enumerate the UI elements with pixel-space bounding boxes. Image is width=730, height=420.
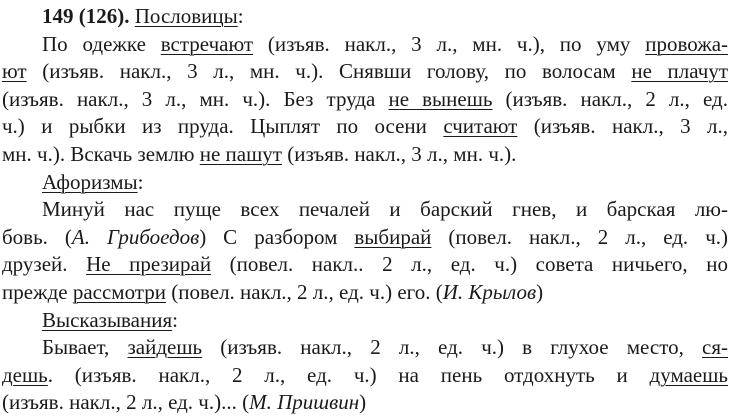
text-line (2, 251, 728, 279)
text-segment: (повел. накл., 2 л., ед. ч.) (431, 224, 728, 249)
author-name: М. Пришвин (249, 390, 360, 415)
text-segment: : (137, 169, 144, 194)
exercise-number: 149 (126). (42, 4, 135, 28)
text-segment: мн. ч.). Вскачь землю (2, 141, 200, 166)
underlined-word: дешь (2, 362, 48, 387)
text-line (2, 31, 728, 59)
text-line (2, 389, 728, 417)
underlined-word: не пашут (199, 141, 282, 166)
text-line (2, 141, 728, 169)
underlined-word: Высказывания (42, 307, 173, 332)
text-segment: (изъяв. накл., 3 л., мн. ч.), по уму (253, 31, 646, 56)
text-segment: . (изъяв. накл., 2 л., ед. ч.) на пень отдохнуть и (47, 362, 650, 387)
underlined-word: выбирай (354, 224, 432, 249)
author-name: И. Крылов (442, 279, 537, 304)
text-line (2, 307, 728, 335)
exercise-text (2, 3, 728, 417)
underlined-word: Не презирай (86, 252, 212, 277)
underlined-word: не плачут (631, 59, 728, 84)
underlined-word: провожа- (645, 31, 729, 56)
text-segment: (изъяв. накл., 2 л., ед. (492, 86, 728, 111)
underlined-word: ся- (702, 335, 729, 360)
text-segment: (повел. накл., 2 л., ед. ч.) его. ( (165, 279, 443, 304)
underlined-word: думаешь (649, 362, 728, 387)
underlined-word: считают (443, 114, 518, 139)
text-line (2, 58, 728, 86)
underlined-word: не вынешь (388, 86, 493, 111)
text-line (2, 196, 728, 224)
underlined-word: зайдешь (127, 335, 203, 360)
text-line (2, 224, 728, 252)
underlined-word: ют (2, 59, 27, 84)
text-line (2, 113, 728, 141)
text-segment: Бывает, (42, 335, 128, 360)
text-segment: друзей. (2, 252, 87, 277)
text-segment: (изъяв. накл., 2 л., ед. ч.)... ( (2, 390, 250, 415)
text-segment: Минуй нас пуще всех печалей и барский гнев, и барская лю- (42, 197, 728, 222)
underlined-word: встречают (160, 31, 254, 56)
text-segment: бовь. ( (2, 224, 72, 249)
text-segment: (изъяв. накл., 3 л., мн. ч.). Снявши голову, по волосам (26, 59, 632, 84)
text-line (2, 334, 728, 362)
text-segment: (изъяв. накл., 3 л., мн. ч.). Без труда (2, 86, 389, 111)
text-line (2, 3, 728, 31)
text-segment: прежде (2, 279, 73, 304)
text-line (2, 279, 728, 307)
author-name: А. Грибоедов (71, 224, 200, 249)
text-segment: (повел. накл.. 2 л., ед. ч.) совета ничьего, но (211, 252, 728, 277)
text-segment: : (237, 4, 244, 28)
text-segment: (изъяв. накл., 3 л., мн. ч.). (281, 141, 517, 166)
underlined-word: рассмотри (72, 279, 166, 304)
text-line (2, 169, 728, 197)
text-segment: ) (359, 390, 367, 415)
text-line (2, 86, 728, 114)
text-segment: ) С разбором (199, 224, 355, 249)
underlined-word: Афоризмы (42, 169, 138, 194)
text-segment: : (172, 307, 178, 332)
text-segment: (изъяв. накл., 2 л., ед. ч.) в глухое место, (202, 335, 703, 360)
text-segment: ) (536, 279, 544, 304)
text-segment: (изъяв. накл., 3 л., (517, 114, 728, 139)
text-segment: По одежке (42, 31, 161, 56)
underlined-word: Пословицы (134, 4, 238, 28)
text-segment: ч.) и рыбки из пруда. Цыплят по осени (2, 114, 444, 139)
text-line (2, 362, 728, 390)
